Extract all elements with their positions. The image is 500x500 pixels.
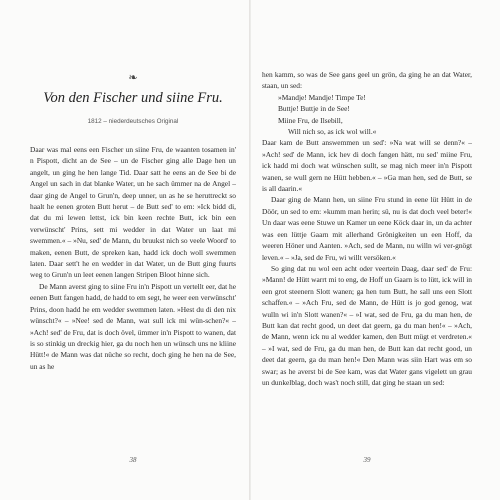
page-number: 38 [129, 456, 137, 464]
paragraph: hen kamm, so was de See gans geel un grön, da ging he an dat Water, staan, un sed: [262, 70, 472, 91]
left-page [30, 0, 236, 500]
paragraph: So ging dat nu wol een acht oder veertein Daag, daar sed' de Fru: »Mann! de Hütt warrt mi to eng, de Hoff un Gaarn is to lütt, ick will in een grot steenern Slott wanen; ga hen tum Butt, he sall uns een Slott schaffen.« – »Ach Fru, sed de Mann, de Hütt is jo god genog, wat wulln wi in'n Slott wanen?« – »I wat, sed de Fru, ga du man hen, de Butt kan dat recht good, un deet dat geern, ga du man hen!« – »Ach, de Mann, wenn ick nu al wedder kamen, den Butt mügt et verdreten.« – »I wat, sed de Fru, ga du man hen, de Butt kan dat recht good, un deet dat geern, ga du man hen!« Den Mann was siin Hart was em so swar; as he averst bi de See kam, was dat Water gans vigelett un grau un dunkelblag, doch was't noch still, dat ging he staan un sed: [262, 263, 472, 387]
paragraph: Daar ging de Mann hen, un siine Fru stund in eene lüt Hütt in de Döör, un sed to em: »kumm man herin; sü, nu is dat doch veel beter!« Un daar was eene Stuwe un Kamer un eene Köck daar in, un da achter was een lüttje Gaarn mit allerhand Grönigkeiten un een Hoff, da weeren Höner und Aanten. »Ach, sed de Mann, nu willn wi ver-gnögt leven.« – »Ja, sed de Fru, wi willt versöken.« [262, 195, 472, 262]
verse-line: Buttje! Buttje in de See! [278, 104, 350, 114]
left-body-text [30, 144, 236, 372]
verse-block [278, 92, 472, 138]
paragraph: De Mann averst ging to siine Fru in'n Pispott un vertellt eer, dat he eenen Butt fangen hadd, de hadd to em segt, he weer een verwünscht' Prins, doon hadd he em wedder swemmen laten. »Hest du di den nix wünscht?« – »Nee! sed de Mann, wat sull ick mi wün-schen?« – »Ach! sed' de Fru, dat is doch övel, ümmer in'n Pispott to wanen, dat is so stinkig un dreckig hier, ga du noch hen un wünsch uns ne kliine Hütt!« de Mann was dat nüche so recht, doch ging he hen na de See, un as he [30, 281, 236, 371]
verse-line: »Mandje! Mandje! Timpe Te! [278, 92, 366, 102]
paragraph: Daar was mal eens een Fischer un siine Fru, de waanten tosamen in' n Pispott, dicht an de See – un de Fischer ging alle Dage hen un angelt, un ging he hen lange Tid. Daar satt he eens an de See bi de Angel un sach in dat blanke Water, un he sach ümmer na de Angel – daar ging de Angel to Grun'n, deep unner, un as he se heruttreckt so haalt he eenen groten Butt herut – de Butt sed' to em: »Ick bidd di, dat du mi lewen lettst, ick bin keen rechte Butt, ick bin een verwünscht' Prins, sett mi wedder in dat Water un laat mi swemmen.« – »Nu, sed' de Mann, du bruukst nich so veele Woord' to maken, eenen Butt, de spreken kan, hadd ick doch woll swemmen laten. Daar sett't he en wedder in dat Water, un de Butt ging fuurts weg to Grun'n un leet eenen langen Stripen Bloot hinne sich. [30, 145, 236, 280]
story-title: Von den Fischer und siine Fru. [43, 90, 223, 106]
verse-line: Will nich so, as ick wol will.« [288, 127, 377, 137]
paragraph: Daar kam de Butt answemmen un sed': »Na wat will se denn?« – »Ach! sed' de Mann, ick hev di doch fangen hätt, nu sed' miine Fru, ick hadd mi doch wat wünschen sullt, se mag nich meer in'n Pispott wanen, se wull gern ne Hütt hebben.« – »Ga man hen, sed de Butt, se is all daarin.« [262, 138, 472, 194]
right-page [262, 0, 472, 500]
page-number: 39 [363, 456, 371, 464]
verse-line: Miine Fru, de Ilsebill, [278, 115, 343, 125]
ornament-icon: ❧ [128, 72, 138, 84]
right-body-text [262, 69, 472, 388]
book-gutter [249, 0, 251, 500]
story-subtitle: 1812 – niederdeutsches Original [87, 118, 179, 125]
